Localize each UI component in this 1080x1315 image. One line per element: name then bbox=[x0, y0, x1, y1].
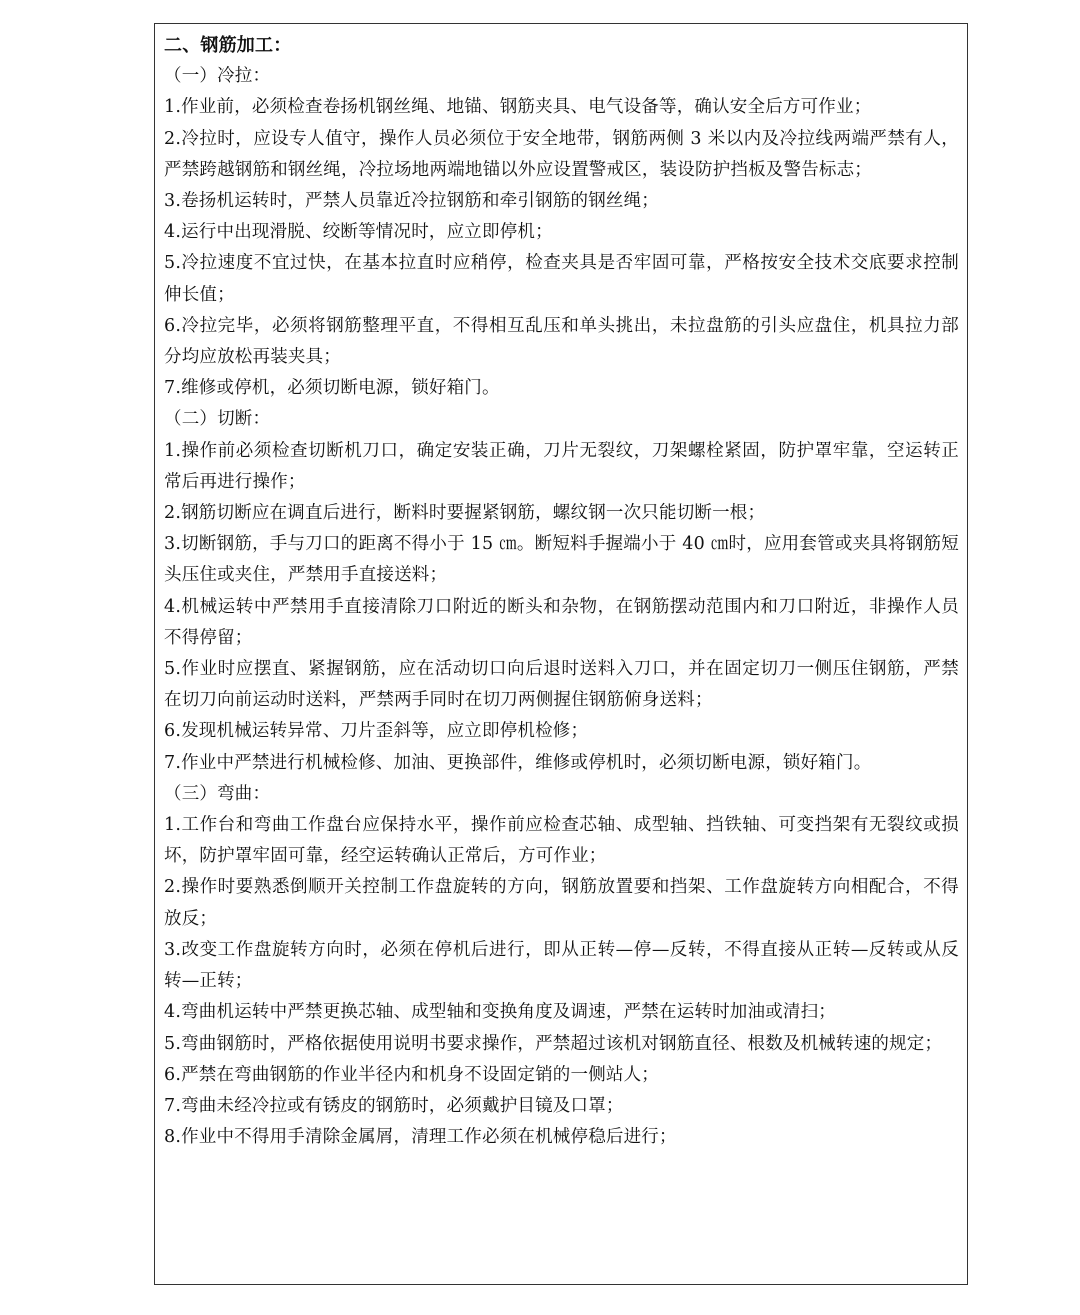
list-item: 4.机械运转中严禁用手直接清除刀口附近的断头和杂物，在钢筋摆动范围内和刀口附近，非操作人员不得停留； bbox=[164, 596, 959, 648]
list-item: 5.弯曲钢筋时，严格依据使用说明书要求操作，严禁超过该机对钢筋直径、根数及机械转速的规定； bbox=[164, 1033, 943, 1054]
list-item: 6.发现机械运转异常、刀片歪斜等，应立即停机检修； bbox=[164, 721, 589, 742]
list-item: 7.弯曲未经冷拉或有锈皮的钢筋时，必须戴护目镜及口罩； bbox=[164, 1095, 624, 1116]
document-frame bbox=[154, 23, 968, 1285]
section-heading-bending: （三）弯曲： bbox=[164, 783, 271, 804]
list-item: 7.作业中严禁进行机械检修、加油、更换部件，维修或停机时，必须切断电源，锁好箱门。 bbox=[164, 752, 872, 773]
list-item: 3.改变工作盘旋转方向时，必须在停机后进行，即从正转—停—反转，不得直接从正转—反转或从反转—正转； bbox=[164, 939, 959, 992]
list-item: 2.钢筋切断应在调直后进行，断料时要握紧钢筋，螺纹钢一次只能切断一根； bbox=[164, 503, 766, 524]
list-item: 4.弯曲机运转中严禁更换芯轴、成型轴和变换角度及调速，严禁在运转时加油或清扫； bbox=[164, 1002, 836, 1023]
list-item: 5.冷拉速度不宜过快，在基本拉直时应稍停，检查夹具是否牢固可靠，严格按安全技术交底要求控制伸长值； bbox=[164, 253, 959, 305]
section-heading-cold-drawing: （一）冷拉： bbox=[164, 66, 271, 87]
list-item: 4.运行中出现滑脱、绞断等情况时，应立即停机； bbox=[164, 222, 553, 243]
section-heading-cutting: （二）切断： bbox=[164, 409, 271, 430]
list-item: 3.切断钢筋，手与刀口的距离不得小于 15 ㎝。断短料手握端小于 40 ㎝时，应用套管或夹具将钢筋短头压住或夹住，严禁用手直接送料； bbox=[164, 534, 959, 586]
document-title: 二、钢筋加工： bbox=[164, 35, 292, 56]
list-item: 6.严禁在弯曲钢筋的作业半径内和机身不设固定销的一侧站人； bbox=[164, 1064, 659, 1085]
list-item: 6.冷拉完毕，必须将钢筋整理平直，不得相互乱压和单头挑出，未拉盘筋的引头应盘住，机具拉力部分均应放松再装夹具； bbox=[164, 315, 959, 368]
list-item: 7.维修或停机，必须切断电源，锁好箱门。 bbox=[164, 378, 500, 399]
list-item: 1.作业前，必须检查卷扬机钢丝绳、地锚、钢筋夹具、电气设备等，确认安全后方可作业； bbox=[164, 97, 872, 118]
list-item: 8.作业中不得用手清除金属屑，清理工作必须在机械停稳后进行； bbox=[164, 1127, 677, 1148]
list-item: 5.作业时应摆直、紧握钢筋，应在活动切口向后退时送料入刀口，并在固定切刀一侧压住钢筋，严禁在切刀向前运动时送料，严禁两手同时在切刀两侧握住钢筋俯身送料； bbox=[164, 659, 959, 711]
list-item: 3.卷扬机运转时，严禁人员靠近冷拉钢筋和牵引钢筋的钢丝绳； bbox=[164, 191, 659, 212]
list-item: 2.操作时要熟悉倒顺开关控制工作盘旋转的方向，钢筋放置要和挡架、工作盘旋转方向相配合，不得放反； bbox=[164, 877, 959, 929]
list-item: 1.操作前必须检查切断机刀口，确定安装正确，刀片无裂纹，刀架螺栓紧固，防护罩牢靠，空运转正常后再进行操作； bbox=[164, 440, 959, 492]
list-item: 1.工作台和弯曲工作盘台应保持水平，操作前应检查芯轴、成型轴、挡铁轴、可变挡架有无裂纹或损坏，防护罩牢固可靠，经空运转确认正常后，方可作业； bbox=[164, 815, 959, 867]
list-item: 2.冷拉时，应设专人值守，操作人员必须位于安全地带，钢筋两侧 3 米以内及冷拉线两端严禁有人，严禁跨越钢筋和钢丝绳，冷拉场地两端地锚以外应设置警戒区，装设防护挡板及警告标志； bbox=[164, 128, 959, 180]
